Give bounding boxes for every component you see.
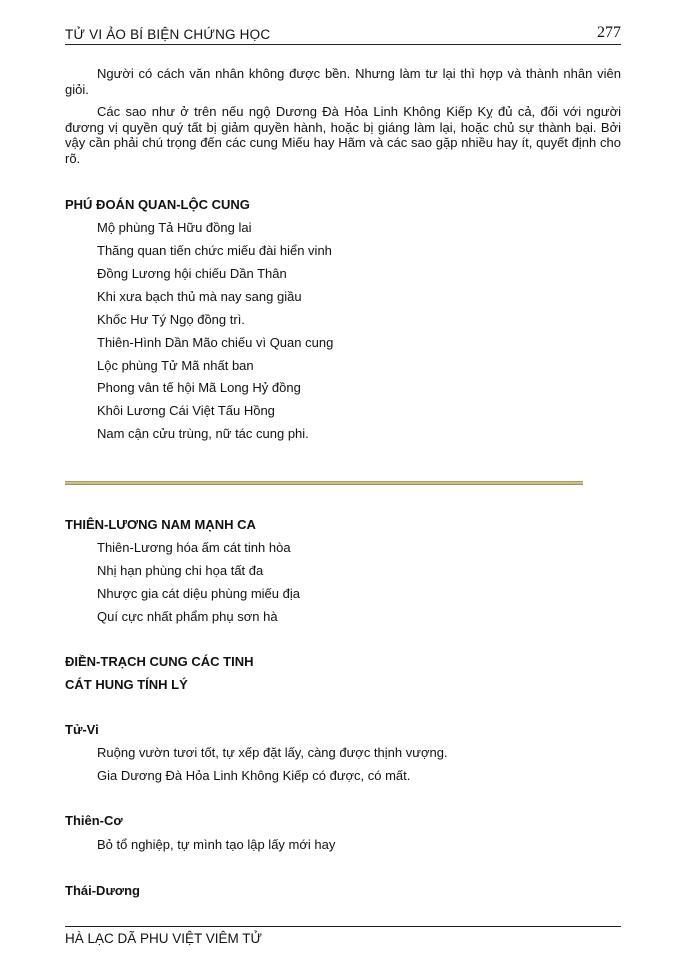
page-header bbox=[65, 24, 621, 45]
verse-line: Thiên-Lương hóa ấm cát tinh hòa bbox=[97, 540, 291, 555]
verse-line: Nhị hạn phùng chi họa tất đa bbox=[97, 563, 264, 578]
decorative-divider bbox=[65, 481, 583, 485]
intro-paragraph-1: Người có cách văn nhân không được bền. Nhưng làm tư lại thì hợp và thành nhân viên giỏi. bbox=[65, 66, 621, 97]
verse-line: Nam cận cửu trùng, nữ tác cung phi. bbox=[97, 426, 309, 441]
page-number: 277 bbox=[597, 24, 621, 41]
star-title-thien-co: Thiên-Cơ bbox=[65, 813, 123, 828]
section-heading-dien-trach: ĐIỀN-TRẠCH CUNG CÁC TINH bbox=[65, 654, 254, 669]
book-title: TỬ VI ẢO BÍ BIỆN CHỨNG HỌC bbox=[65, 27, 271, 42]
star-line: Gia Dương Đà Hỏa Linh Không Kiếp có được, có mất. bbox=[97, 768, 411, 783]
star-title-thai-duong: Thái-Dương bbox=[65, 883, 140, 898]
verse-line: Nhược gia cát diệu phùng miếu địa bbox=[97, 586, 300, 601]
section-heading-thien-luong: THIÊN-LƯƠNG NAM MẠNH CA bbox=[65, 517, 256, 532]
section-heading-dien-trach-sub: CÁT HUNG TÍNH LÝ bbox=[65, 677, 188, 692]
verse-line: Khi xưa bạch thủ mà nay sang giầu bbox=[97, 289, 302, 304]
verse-line: Phong vân tế hội Mã Long Hỷ đồng bbox=[97, 380, 301, 395]
author-name: HÀ LẠC DÃ PHU VIỆT VIÊM TỬ bbox=[65, 931, 263, 946]
verse-line: Lộc phùng Tử Mã nhất ban bbox=[97, 358, 254, 373]
intro-paragraph-2: Các sao như ở trên nếu ngộ Dương Đà Hỏa Linh Không Kiếp Kỵ đủ cả, đối với người đương vị quyền quý tất bị giảm quyền hành, hoặc bị giáng làm lại, hoặc chủ sự thành bại. Bởi vậy cần phải chú trọng đến các cung Miếu hay Hãm và các sao gặp nhiều hay ít, quyết định cho rõ. bbox=[65, 104, 621, 166]
verse-line: Đồng Lương hội chiếu Dần Thân bbox=[97, 266, 287, 281]
verse-line: Khôi Lương Cái Việt Tấu Hồng bbox=[97, 403, 275, 418]
verse-line: Mộ phùng Tả Hữu đồng lai bbox=[97, 220, 252, 235]
star-line: Ruộng vườn tươi tốt, tự xếp đặt lấy, càng được thịnh vượng. bbox=[97, 745, 448, 760]
star-title-tu-vi: Tử-Vi bbox=[65, 722, 99, 737]
verse-line: Khốc Hư Tý Ngọ đồng trì. bbox=[97, 312, 245, 327]
page-footer bbox=[65, 926, 621, 949]
star-line: Bỏ tổ nghiệp, tự mình tạo lập lấy mới hay bbox=[97, 837, 336, 852]
section-heading-quan-loc: PHÚ ĐOÁN QUAN-LỘC CUNG bbox=[65, 197, 250, 212]
verse-line: Quí cực nhất phẩm phụ sơn hà bbox=[97, 609, 278, 624]
verse-line: Thăng quan tiến chức miếu đài hiển vinh bbox=[97, 243, 332, 258]
verse-line: Thiên-Hình Dần Mão chiếu vì Quan cung bbox=[97, 335, 334, 350]
